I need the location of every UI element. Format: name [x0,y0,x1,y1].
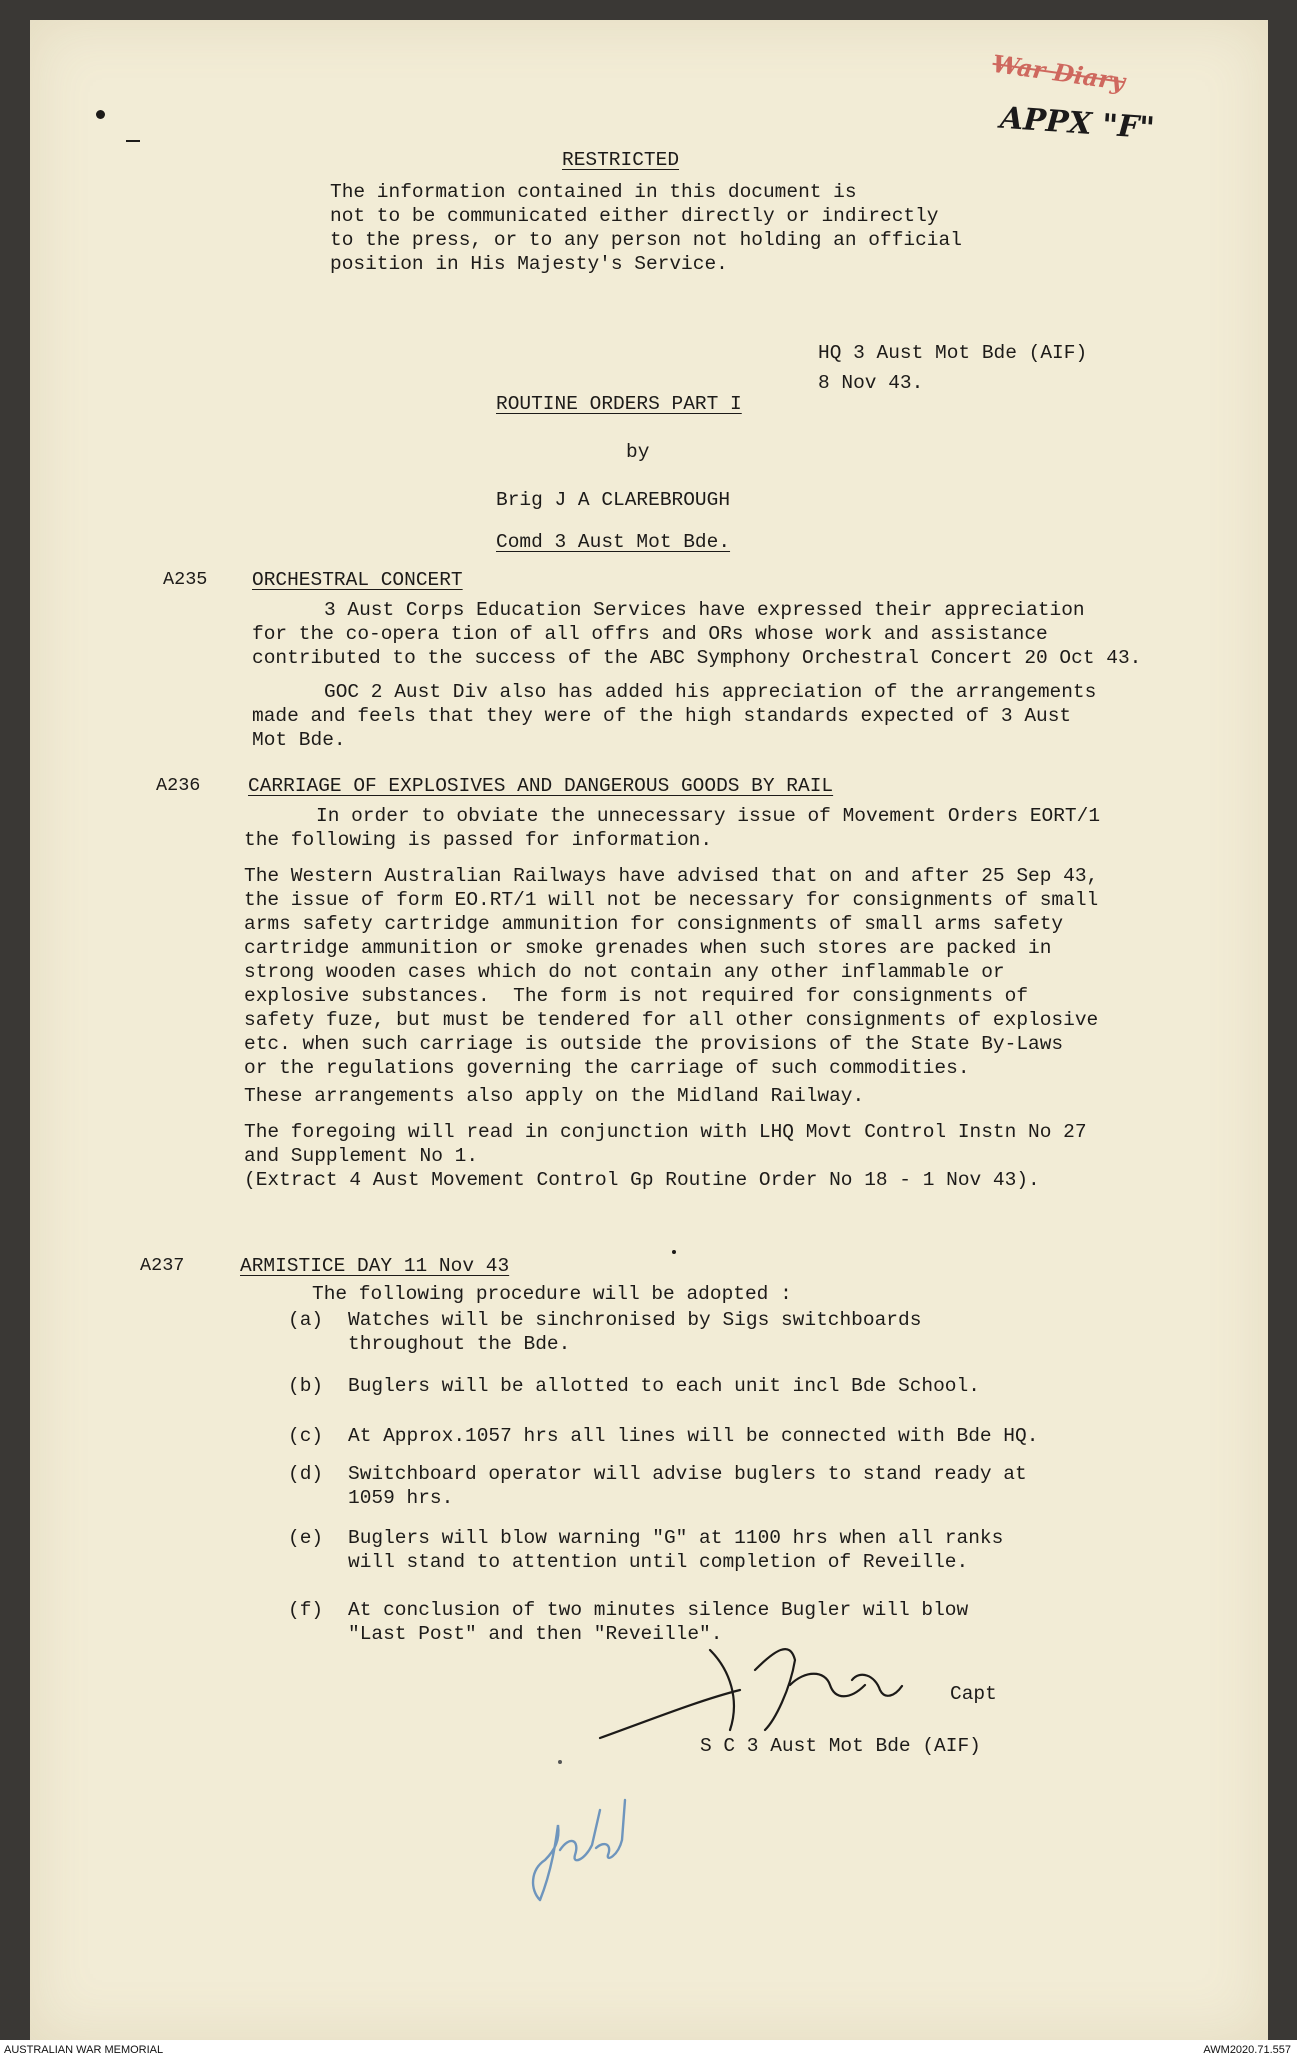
body-line: (Extract 4 Aust Movement Control Gp Routine Order No 18 - 1 Nov 43). [244,1169,1040,1191]
procedure-intro: The following procedure will be adopted : [312,1283,792,1305]
speck [672,1250,676,1254]
hq-block [818,338,1087,398]
notice-line: to the press, or to any person not holding an official [330,229,962,251]
order-date: 8 Nov 43. [818,372,924,394]
blue-initials [500,1770,650,1920]
body-line: the issue of form EO.RT/1 will not be necessary for consignments of small [244,889,1099,911]
item-line: Buglers will blow warning "G" at 1100 hrs when all ranks [348,1527,1004,1549]
body-line: and Supplement No 1. [244,1145,479,1167]
item-line: 1059 hrs. [348,1487,454,1509]
order-number: A235 [163,569,208,590]
signature-scrawl [590,1630,970,1750]
margin-dash [126,140,140,142]
item-label: (f) [288,1599,324,1621]
orders-title: ROUTINE ORDERS PART I [496,393,742,415]
signatory-rank: Capt [950,1683,997,1705]
item-label: (a) [288,1309,324,1331]
item-line: At conclusion of two minutes silence Bugler will blow [348,1599,969,1621]
item-label: (c) [288,1425,324,1447]
margin-dot [96,110,105,119]
section-title: ORCHESTRAL CONCERT [252,569,463,591]
item-line: At Approx.1057 hrs all lines will be connected with Bde HQ. [348,1425,1039,1447]
document-page [30,20,1268,2040]
order-number: A236 [156,775,201,796]
body-line: explosive substances. The form is not required for consignments of [244,985,1029,1007]
item-label: (b) [288,1375,324,1397]
item-line: Watches will be sinchronised by Sigs switchboards [348,1309,922,1331]
body-line: cartridge ammunition or smoke grenades when such stores are packed in [244,937,1052,959]
item-line: will stand to attention until completion of Reveille. [348,1551,969,1573]
item-label: (e) [288,1527,324,1549]
commander-title: Comd 3 Aust Mot Bde. [496,531,731,553]
body-line: made and feels that they were of the high standards expected of 3 Aust [252,705,1072,727]
item-label: (d) [288,1463,324,1485]
body-line: for the co-opera tion of all offrs and ORs whose work and assistance [252,623,1048,645]
body-line: 3 Aust Corps Education Services have expressed their appreciation [324,599,1085,621]
body-line: contributed to the success of the ABC Symphony Orchestral Concert 20 Oct 43. [252,647,1142,669]
appendix-annotation: APPX "F" [998,100,1156,147]
section-title: ARMISTICE DAY 11 Nov 43 [240,1255,510,1277]
restricted-notice [330,180,962,276]
body-line: In order to obviate the unnecessary issue of Movement Orders EORT/1 [316,805,1101,827]
body-line: the following is passed for information. [244,829,713,851]
body-line: strong wooden cases which do not contain any other inflammable or [244,961,1005,983]
body-line: The Western Australian Railways have advised that on and after 25 Sep 43, [244,865,1099,887]
a236-body [244,804,1100,1192]
item-line: Switchboard operator will advise buglers to stand ready at [348,1463,1027,1485]
restricted-title: RESTRICTED [562,149,680,171]
footer-institution: AUSTRALIAN WAR MEMORIAL [4,2044,164,2056]
section-title: CARRIAGE OF EXPLOSIVES AND DANGEROUS GOODS BY RAIL [248,775,834,797]
item-line: "Last Post" and then "Reveille". [348,1623,723,1645]
body-line: GOC 2 Aust Div also has added his appreciation of the arrangements [324,681,1097,703]
order-number: A237 [140,1255,185,1276]
body-line: safety fuze, but must be tendered for all other consignments of explosive [244,1009,1099,1031]
item-line: Buglers will be allotted to each unit incl Bde School. [348,1375,980,1397]
archive-footer [0,2040,1297,2061]
footer-accession: AWM2020.71.557 [1203,2044,1291,2056]
by-line: by [626,441,650,463]
notice-line: position in His Majesty's Service. [330,253,728,275]
hq-unit: HQ 3 Aust Mot Bde (AIF) [818,342,1088,364]
notice-line: not to be communicated either directly or indirectly [330,205,939,227]
body-line: arms safety cartridge ammunition for consignments of small arms safety [244,913,1064,935]
signatory-unit: S C 3 Aust Mot Bde (AIF) [700,1735,981,1757]
notice-line: The information contained in this document is [330,181,857,203]
body-line: or the regulations governing the carriage of such commodities. [244,1057,970,1079]
war-diary-annotation: War Diary [990,48,1127,97]
item-line: throughout the Bde. [348,1333,571,1355]
body-line: These arrangements also apply on the Midland Railway. [244,1085,865,1107]
a235-body [252,598,1141,752]
speck [558,1760,562,1764]
commander-name: Brig J A CLAREBROUGH [496,489,731,511]
body-line: etc. when such carriage is outside the provisions of the State By-Laws [244,1033,1064,1055]
body-line: Mot Bde. [252,729,346,751]
body-line: The foregoing will read in conjunction with LHQ Movt Control Instn No 27 [244,1121,1087,1143]
